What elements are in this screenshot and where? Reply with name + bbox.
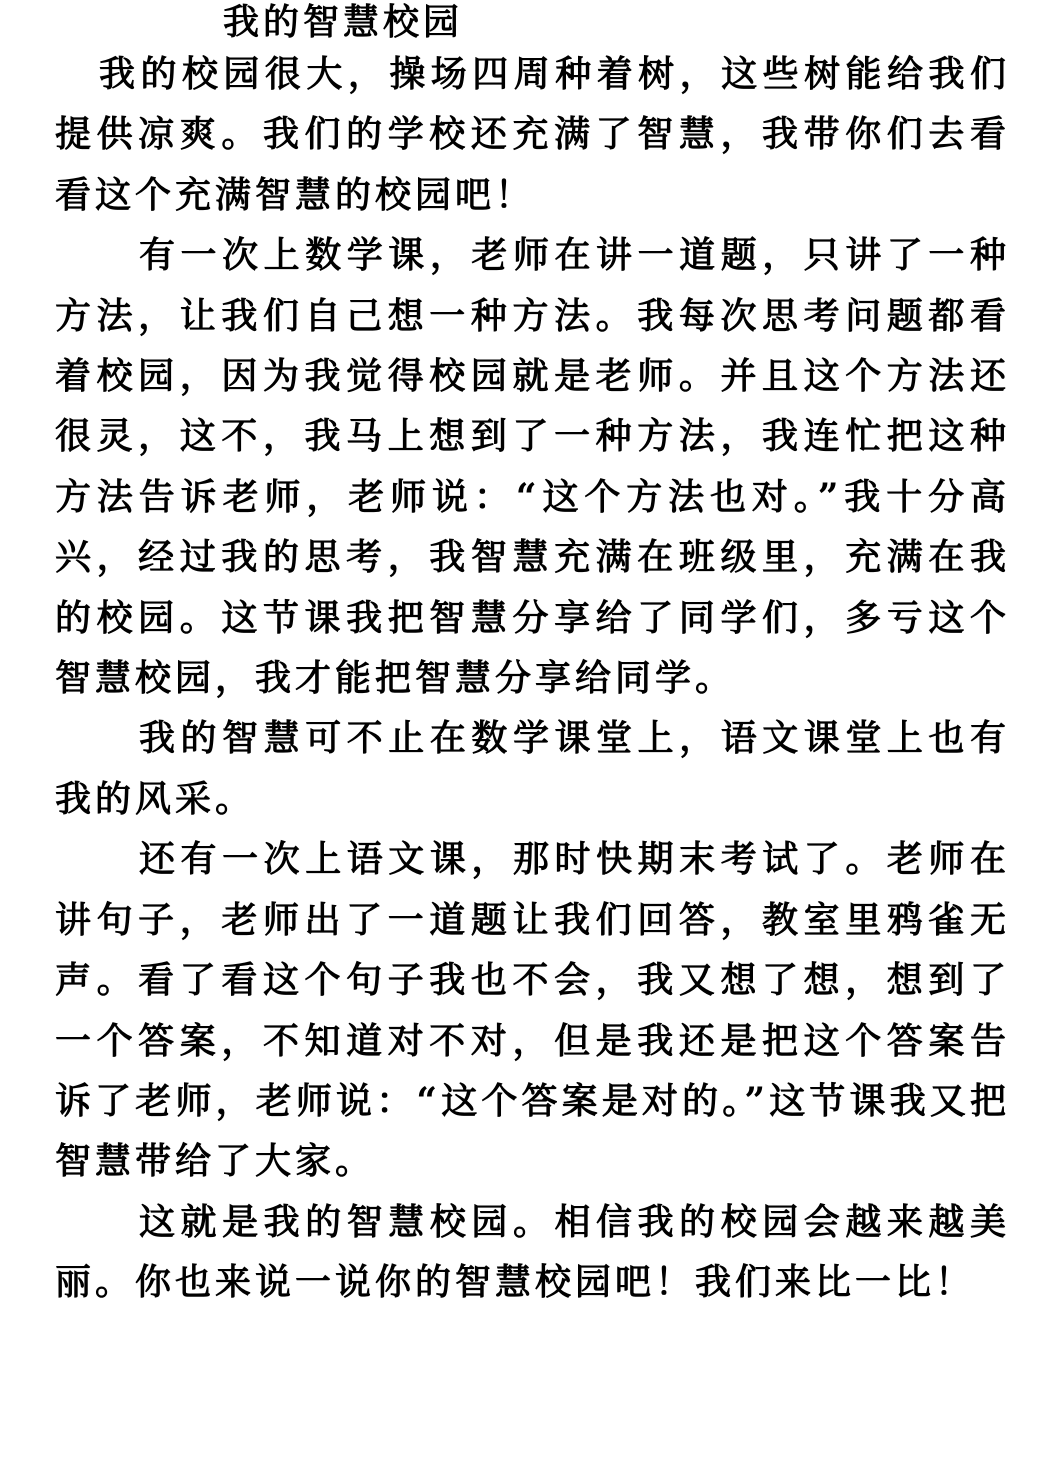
paragraph-3: 我的智慧可不止在数学课堂上，语文课堂上也有我的风采。 [55, 717, 1010, 820]
paragraph-4: 还有一次上语文课，那时快期末考试了。老师在讲句子，老师出了一道题让我们回答，教室里鸦雀无声。看了看这个句子我也不会，我又想了想，想到了一个答案，不知道对不对，但是我还是把这个答案告诉了老师，老师说：“这个答案是对的。”这节课我又把智慧带给了大家。 [55, 838, 1010, 1183]
paragraph-2: 有一次上数学课，老师在讲一道题，只讲了一种方法，让我们自己想一种方法。我每次思考问题都看着校园，因为我觉得校园就是老师。并且这个方法还很灵，这不，我马上想到了一种方法，我连忙把这种方法告诉老师，老师说：“这个方法也对。”我十分高兴，经过我的思考，我智慧充满在班级里，充满在我的校园。这节课我把智慧分享给了同学们，多亏这个智慧校园，我才能把智慧分享给同学。 [55, 234, 1010, 700]
paragraph-1: 我的校园很大，操场四周种着树，这些树能给我们提供凉爽。我们的学校还充满了智慧，我带你们去看看这个充满智慧的校园吧！ [55, 53, 1010, 216]
essay-title: 我的智慧校园 [223, 1, 464, 43]
essay-page [55, 0, 1010, 1313]
paragraph-5: 这就是我的智慧校园。相信我的校园会越来越美丽。你也来说一说你的智慧校园吧！我们来比一比！ [55, 1200, 1010, 1304]
